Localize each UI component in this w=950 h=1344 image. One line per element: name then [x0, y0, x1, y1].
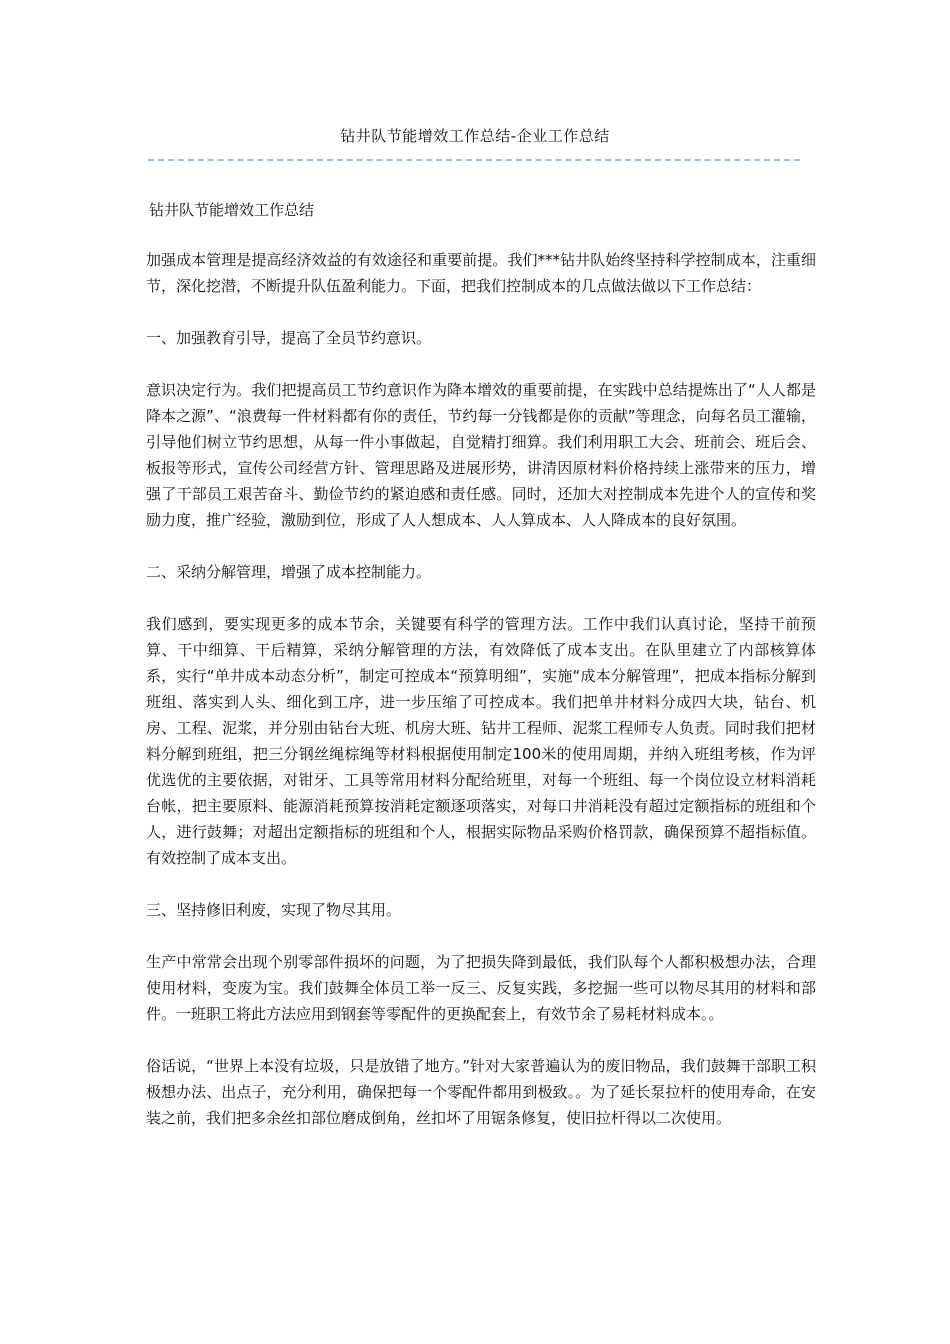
- section-body-3b: 俗话说，“世界上本没有垃圾，只是放错了地方。”针对大家普遍认为的废旧物品，我们鼓舞干部职工积极想办法、出点子，充分利用，确保把每一个零配件都用到极致。。为了延长泵拉杆的使用寿命，在安装之前，我们把多余丝扣部位磨成倒角，丝扣坏了用锯条修复，使旧拉杆得以二次使用。: [146, 1057, 816, 1127]
- document-body: [146, 197, 816, 1157]
- section-heading-1: 一、加强教育引导，提高了全员节约意识。: [146, 329, 432, 347]
- page-title: 钻井队节能增效工作总结-企业工作总结: [340, 127, 610, 145]
- title-dashed-divider: [148, 159, 800, 161]
- section-body-1: 意识决定行为。我们把提高员工节约意识作为降本增效的重要前提，在实践中总结提炼出了“人人都是降本之源”、“浪费每一件材料都有你的责任，节约每一分钱都是你的贡献”等理念，向每名员工灌输，引导他们树立节约思想，从每一件小事做起，自觉精打细算。我们利用职工大会、班前会、班后会、板报等形式，宣传公司经营方针、管理思路及进展形势，讲清因原材料价格持续上涨带来的压力，增强了干部员工艰苦奋斗、勤俭节约的紧迫感和责任感。同时，还加大对控制成本先进个人的宣传和奖励力度，推广经验，激励到位，形成了人人想成本、人人算成本、人人降成本的良好氛围。: [146, 381, 816, 529]
- section-body-2: 我们感到，要实现更多的成本节余，关键要有科学的管理方法。工作中我们认真讨论，坚持干前预算、干中细算、干后精算，采纳分解管理的方法，有效降低了成本支出。在队里建立了内部核算体系，实行“单井成本动态分析”，制定可控成本“预算明细”，实施“成本分解管理”，把成本指标分解到班组、落实到人头、细化到工序，进一步压缩了可控成本。我们把单井材料分成四大块，钻台、机房、工程、泥浆，并分别由钻台大班、机房大班、钻井工程师、泥浆工程师专人负责。同时我们把材料分解到班组，把三分钢丝绳棕绳等材料根据使用制定100米的使用周期，并纳入班组考核，作为评优选优的主要依据，对钳牙、工具等常用材料分配给班里，对每一个班组、每一个岗位设立材料消耗台帐，把主要原料、能源消耗预算按消耗定额逐项落实，对每口井消耗没有超过定额指标的班组和个人，进行鼓舞；对超出定额指标的班组和个人，根据实际物品采购价格罚款，确保预算不超指标值。有效控制了成本支出。: [146, 615, 816, 867]
- document-subtitle: 钻井队节能增效工作总结: [149, 201, 315, 219]
- section-heading-2: 二、采纳分解管理，增强了成本控制能力。: [146, 563, 432, 581]
- intro-paragraph: 加强成本管理是提高经济效益的有效途径和重要前提。我们***钻井队始终坚持科学控制成本，注重细节，深化挖潜，不断提升队伍盈利能力。下面，把我们控制成本的几点做法做以下工作总结：: [146, 251, 816, 295]
- section-heading-3: 三、坚持修旧利废，实现了物尽其用。: [146, 901, 402, 919]
- section-body-3a: 生产中常常会出现个别零部件损坏的问题，为了把损失降到最低，我们队每个人都积极想办法，合理使用材料，变废为宝。我们鼓舞全体员工举一反三、反复实践，多挖掘一些可以物尽其用的材料和部件。一班职工将此方法应用到钢套等零配件的更换配套上，有效节余了易耗材料成本。。: [146, 953, 816, 1023]
